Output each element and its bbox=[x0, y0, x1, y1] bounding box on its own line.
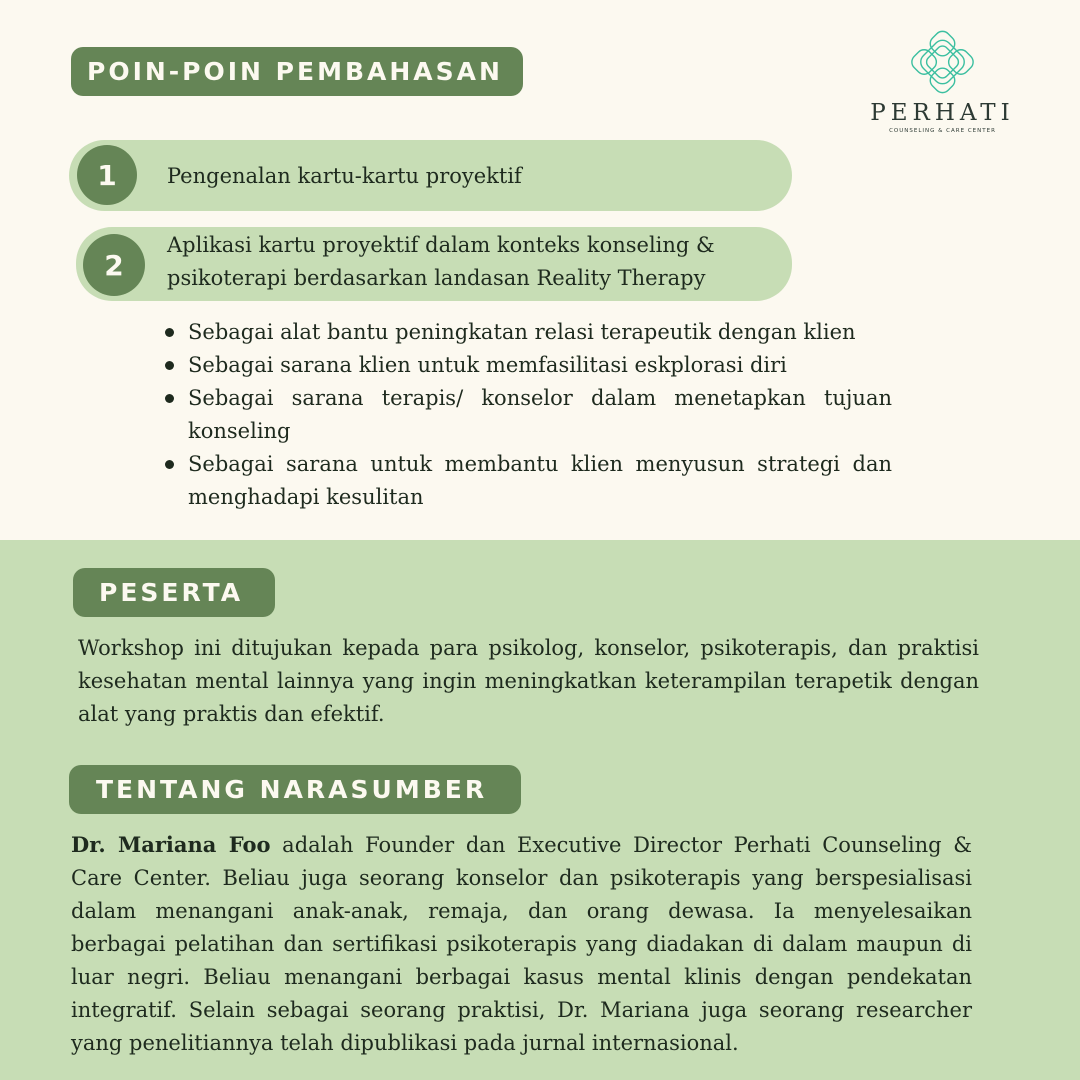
peserta-paragraph: Workshop ini ditujukan kepada para psikolog, konselor, psikoterapis, dan praktisi kesehatan mental lainnya yang ingin meningkatkan keterampilan terapetik dengan alat yang praktis dan efektif. bbox=[78, 636, 979, 726]
bullet-dot-icon bbox=[165, 328, 174, 337]
bullet-dot-icon bbox=[165, 460, 174, 469]
narasumber-paragraph bbox=[71, 828, 972, 1060]
section-title-poin: POIN-POIN PEMBAHASAN bbox=[71, 47, 523, 96]
bullet-list bbox=[160, 316, 892, 514]
perhati-logo bbox=[855, 30, 1030, 140]
point-number-badge: 2 bbox=[83, 234, 145, 296]
bullet-dot-icon bbox=[165, 394, 174, 403]
heart-knot-icon bbox=[855, 30, 1030, 96]
speaker-name: Dr. Mariana Foo bbox=[71, 832, 271, 857]
section-title-peserta: PESERTA bbox=[73, 568, 275, 617]
section-title-narasumber: TENTANG NARASUMBER bbox=[69, 765, 521, 814]
list-item: Sebagai sarana klien untuk memfasilitasi eskplorasi diri bbox=[160, 349, 892, 382]
logo-name: PERHATI bbox=[870, 100, 1015, 126]
logo-tagline: COUNSELING & CARE CENTER bbox=[889, 128, 996, 134]
point-number-badge: 1 bbox=[77, 145, 137, 205]
point-item-2 bbox=[76, 227, 792, 301]
bullet-dot-icon bbox=[165, 361, 174, 370]
point-item-1 bbox=[69, 140, 792, 211]
list-item: Sebagai sarana terapis/ konselor dalam menetapkan tujuan konseling bbox=[160, 382, 892, 448]
speaker-bio: adalah Founder dan Executive Director Perhati Counseling & Care Center. Beliau juga seorang konselor dan psikoterapis yang berspesialisasi dalam menangani anak-anak, remaja, dan orang dewasa. Ia menyelesaikan berbagai pelatihan dan sertifikasi psikoterapis yang diadakan di dalam maupun di luar negri. Beliau menangani berbagai kasus mental klinis dengan pendekatan integratif. Selain sebagai seorang praktisi, Dr. Mariana juga seorang researcher yang penelitiannya telah dipublikasi pada jurnal internasional. bbox=[71, 833, 972, 1055]
point-text: Pengenalan kartu-kartu proyektif bbox=[167, 164, 522, 188]
list-item: Sebagai alat bantu peningkatan relasi terapeutik dengan klien bbox=[160, 316, 892, 349]
list-item: Sebagai sarana untuk membantu klien menyusun strategi dan menghadapi kesulitan bbox=[160, 448, 892, 514]
point-text: Aplikasi kartu proyektif dalam konteks konseling & psikoterapi berdasarkan landasan Reality Therapy bbox=[167, 233, 715, 290]
